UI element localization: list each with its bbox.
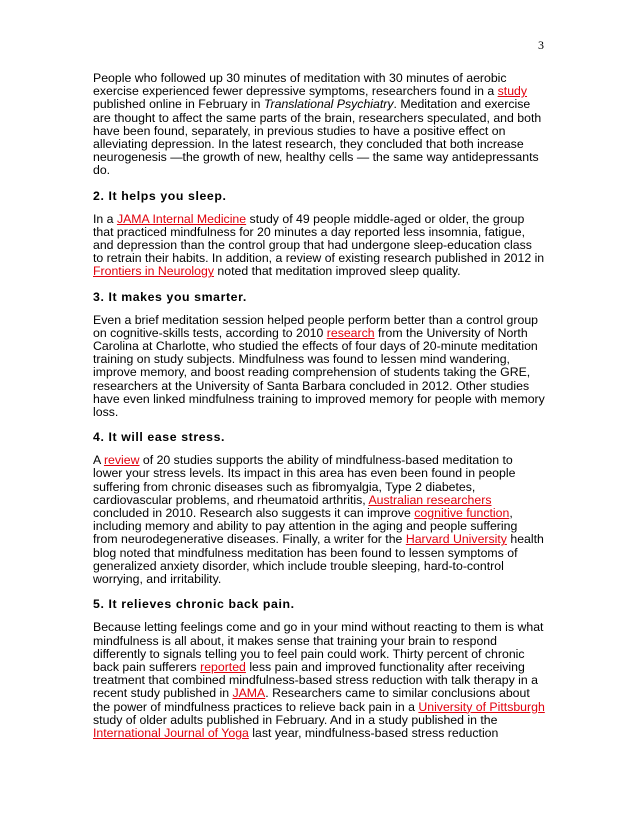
section-heading-back-pain: 5. It relieves chronic back pain. [93, 597, 295, 612]
text-run: , including memory and ability to pay attention in the aging and people suffering from neurodegenerative diseases. Finally, a writer for the [93, 506, 518, 547]
review-link[interactable]: review [103, 453, 140, 468]
australian-researchers-link[interactable]: Australian researchers [368, 492, 492, 507]
reported-link[interactable]: reported [200, 659, 246, 674]
text-run: People who followed up 30 minutes of meditation with 30 minutes of aerobic exercise experienced fewer depressive symptoms, researchers found in a [93, 71, 507, 99]
text-run: noted that meditation improved sleep quality. [213, 264, 461, 279]
text-run: A [93, 453, 104, 468]
journal-title: Translational Psychiatry [263, 97, 394, 112]
text-run: . Researchers came to similar conclusions about the power of mindfulness practices to relieve back pain in a [93, 686, 530, 714]
international-journal-of-yoga-link[interactable]: International Journal of Yoga [93, 725, 249, 740]
section-heading-smarter: 3. It makes you smarter. [93, 289, 247, 304]
university-of-pittsburgh-link[interactable]: University of Pittsburgh [418, 699, 545, 714]
jama-link[interactable]: JAMA [232, 686, 266, 701]
frontiers-in-neurology-link[interactable]: Frontiers in Neurology [93, 264, 214, 279]
intro-paragraph [93, 72, 545, 178]
study-link[interactable]: study [497, 84, 528, 99]
sleep-paragraph [93, 213, 545, 279]
cognitive-function-link[interactable]: cognitive function [414, 506, 510, 521]
back-pain-paragraph [93, 621, 545, 740]
text-run: less pain and improved functionality after receiving treatment that combined mindfulness-based stress reduction with talk therapy in a recent study published in [93, 659, 538, 701]
smarter-paragraph [93, 314, 545, 420]
text-run: from the University of North Carolina at Charlotte, who studied the effects of four days of 20-minute meditation training on study subjects. Mindfulness was found to lessen mind wandering, improve memory, and boost reading comprehension of students taking the GRE, researchers at the University of Santa Barbara concluded in 2012. Other studies have even linked mindfulness training to improved memory for people with memory loss. [93, 325, 545, 420]
text-run: Because letting feelings come and go in your mind without reacting to them is what mindfulness is all about, it makes sense that training your brain to respond differently to signals telling you to feel pain could work. Thirty percent of chronic back pain sufferers [93, 620, 544, 674]
text-run: concluded in 2010. Research also suggests it can improve [93, 506, 415, 521]
text-run: last year, mindfulness-based stress reduction [248, 725, 499, 740]
document-body [93, 72, 545, 749]
text-run: study of older adults published in February. And in a study published in the [93, 712, 498, 727]
stress-paragraph [93, 454, 545, 586]
text-run: study of 49 people middle-aged or older, the group that practiced mindfulness for 20 minutes a day reported less insomnia, fatigue, and depression than the control group that had undergone sleep-education class to retrain their habits. In addition, a review of existing research published in 2012 in [93, 211, 545, 266]
research-link[interactable]: research [326, 325, 375, 340]
text-run: Even a brief meditation session helped people perform better than a control group on cognitive-skills tests, according to 2010 [93, 312, 539, 340]
section-heading-sleep: 2. It helps you sleep. [93, 188, 227, 203]
text-run: In a [93, 211, 117, 226]
harvard-university-link[interactable]: Harvard University [405, 532, 507, 547]
section-heading-stress: 4. It will ease stress. [93, 430, 226, 445]
jama-internal-medicine-link[interactable]: JAMA Internal Medicine [116, 211, 247, 226]
text-run: of 20 studies supports the ability of mindfulness-based meditation to lower your stress levels. Its impact in this area has even been found in people suffering from chronic diseases such as fibromyalgia, Type 2 diabetes, cardiovascular problems, and rheumatoid arthritis, [93, 453, 516, 507]
text-run: published online in February in [93, 97, 264, 112]
text-run: health blog noted that mindfulness meditation has been found to lessen symptoms of generalized anxiety disorder, which include trouble sleeping, hard-to-control worrying, and irritability. [93, 532, 544, 587]
text-run: . Meditation and exercise are thought to affect the same parts of the brain, researchers speculated, and both have been found, separately, in previous studies to have a positive effect on alleviating depression. In the latest research, they concluded that both increase neurogenesis —the growth of new, healthy cells — the same way antidepressants do. [93, 97, 542, 178]
page-number: 3 [538, 38, 544, 52]
